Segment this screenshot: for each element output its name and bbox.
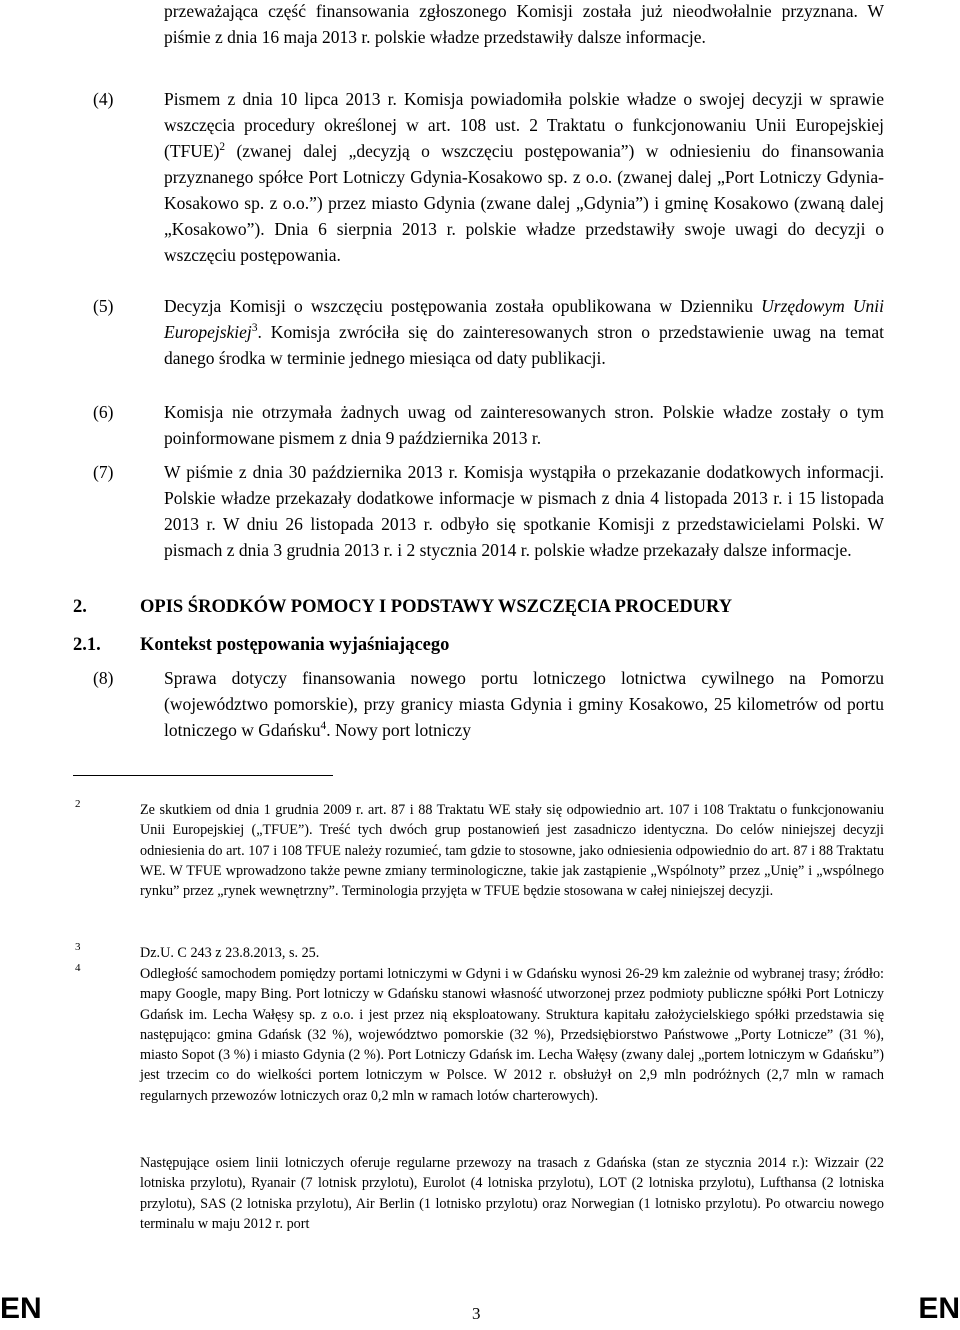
paragraph-text: Pismem z dnia 10 lipca 2013 r. Komisja powiadomiła polskie władze o swojej decyzji w sprawie wszczęcia procedury określonej w art. 108 ust. 2 Traktatu o funkcjonowaniu Unii Europejskiej (TFUE) <box>164 89 884 161</box>
paragraph-number: (5) <box>93 296 114 316</box>
heading-number: 2. <box>73 597 87 617</box>
paragraph-7: W piśmie z dnia 30 października 2013 r. Komisja wystąpiła o przekazanie dodatkowych informacji. Polskie władze przekazały dodatkowe informacje w pismach z dnia 4 listopada 2013 r. i 15 listopada 2013 r. W dniu 26 listopada 2013 r. odbyło się spotkanie Komisji z przedstawicielami Polski. W pismach z dnia 3 grudnia 2013 r. i 2 stycznia 2014 r. polskie władze przekazały dalsze informacje. <box>164 462 884 560</box>
footnote-4-continued: Następujące osiem linii lotniczych oferuje regularne przewozy na trasach z Gdańska (stan ze stycznia 2014 r.): Wizzair (22 lotniska przylotu), Ryanair (7 lotnisk przylotu), Eurolot (4 lotniska przylotu), LOT (2 lotniska przylotu), Lufthansa (2 lotniska przylotu), SAS (2 lotniska przylotu), Air Berlin (1 lotnisko przylotu) oraz Norwegian (1 lotnisko przylotu). Po otwarciu nowego terminalu w maju 2012 r. port <box>140 1155 884 1232</box>
paragraph-text: . Nowy port lotniczy <box>326 720 472 740</box>
page-number: 3 <box>472 1304 481 1323</box>
footnote-number: 3 <box>75 941 81 953</box>
paragraph-4 <box>164 86 884 268</box>
footnote-ref[interactable]: 3 <box>251 322 258 335</box>
footnote-3: Dz.U. C 243 z 23.8.2013, s. 25. <box>140 945 320 961</box>
heading-number: 2.1. <box>73 635 101 655</box>
footnote-4: Odległość samochodem pomiędzy portami lotniczymi w Gdyni i w Gdańsku wynosi 26-29 km zależnie od wybranej trasy; źródło: mapy Google, mapy Bing. Port lotniczy w Gdańsku stanowi własność utworzonej przez podmioty publiczne spółki Port Lotniczy Gdańsk im. Lecha Wałęsy sp. z o.o. i jest przez nią eksploatowany. Struktura kapitału założycielskiego spółki przedstawia się następująco: gmina Gdańsk (32 %), województwo pomorskie (32 %), Przedsiębiorstwo Państwowe „Porty Lotnicze” (31 %), miasto Sopot (3 %) i miasto Gdynia (2 %). Port Lotniczy Gdańsk im. Lecha Wałęsy (zwany dalej „portem lotniczym w Gdańsku”) jest trzecim co do wielkości portem lotniczym w Polsce. W 2012 r. obsłużył on 2,9 mln podróżnych (2,7 mln w ramach regularnych przewozów lotniczych oraz 0,2 mln w ramach lotów charterowych). <box>140 966 884 1104</box>
paragraph-text: . Komisja zwróciła się do zainteresowanych stron o przedstawienie uwag na temat danego środka w terminie jednego miesiąca od daty publikacji. <box>164 322 884 368</box>
footnote-number: 2 <box>75 798 81 810</box>
section-heading: OPIS ŚRODKÓW POMOCY I PODSTAWY WSZCZĘCIA PROCEDURY <box>140 597 733 617</box>
paragraph-text: Decyzja Komisji o wszczęciu postępowania została opublikowana w Dzienniku <box>164 296 762 316</box>
journal-title: Urzędowym Unii Europejskiej <box>164 296 884 342</box>
paragraph-number: (8) <box>93 668 114 688</box>
footnote-number: 4 <box>75 962 81 974</box>
footnote-2: Ze skutkiem od dnia 1 grudnia 2009 r. art. 87 i 88 Traktatu WE stały się odpowiednio art. 107 i 108 Traktatu o funkcjonowaniu Unii Europejskiej („TFUE”). Treść tych dwóch grup postanowień jest zasadniczo identyczna. Do celów niniejszej decyzji odniesienia do art. 107 i 108 TFUE należy rozumieć, tam gdzie to stosowne, jako odniesienia odpowiednio do art. 87 i 88 Traktatu WE. W TFUE wprowadzono także pewne zmiany terminologiczne, takie jak zastąpienie „Wspólnoty” przez „Unię” i „wspólnego rynku” przez „rynek wewnętrzny”. Terminologia przyjęta w TFUE będzie stosowana w całej niniejszej decyzji. <box>140 802 884 900</box>
paragraph-8 <box>164 665 884 743</box>
footnote-ref[interactable]: 2 <box>219 141 226 154</box>
paragraph-number: (6) <box>93 402 114 422</box>
paragraph-5 <box>164 293 884 371</box>
paragraph-text: Sprawa dotyczy finansowania nowego portu lotniczego lotnictwa cywilnego na Pomorzu (województwo pomorskie), przy granicy miasta Gdynia i gminy Kosakowo, 25 kilometrów od portu lotniczego w Gdańsku <box>164 668 884 740</box>
paragraph-number: (4) <box>93 89 114 109</box>
footnote-ref[interactable]: 4 <box>320 720 327 733</box>
paragraph-6: Komisja nie otrzymała żadnych uwag od zainteresowanych stron. Polskie władze zostały o tym poinformowane pismem z dnia 9 października 2013 r. <box>164 402 884 448</box>
paragraph-text: (zwanej dalej „decyzją o wszczęciu postępowania”) w odniesieniu do finansowania przyznanego spółce Port Lotniczy Gdynia-Kosakowo sp. z o.o. (zwanej dalej „Port Lotniczy Gdynia-Kosakowo sp. z o.o.”) przez miasto Gdynia (zwane dalej „Gdynia”) i gminę Kosakowo (zwaną dalej „Kosakowo”). Dnia 6 sierpnia 2013 r. polskie władze przedstawiły swoje uwagi do decyzji o wszczęciu postępowania. <box>164 141 884 265</box>
language-code-right: EN <box>918 1292 960 1325</box>
language-code-left: EN <box>0 1292 42 1325</box>
footnote-separator <box>73 775 333 776</box>
subsection-heading: Kontekst postępowania wyjaśniającego <box>140 635 450 655</box>
continuation-text: przeważająca część finansowania zgłoszonego Komisji została już nieodwołalnie przyznana. W piśmie z dnia 16 maja 2013 r. polskie władze przedstawiły dalsze informacje. <box>164 1 884 47</box>
paragraph-number: (7) <box>93 462 114 482</box>
